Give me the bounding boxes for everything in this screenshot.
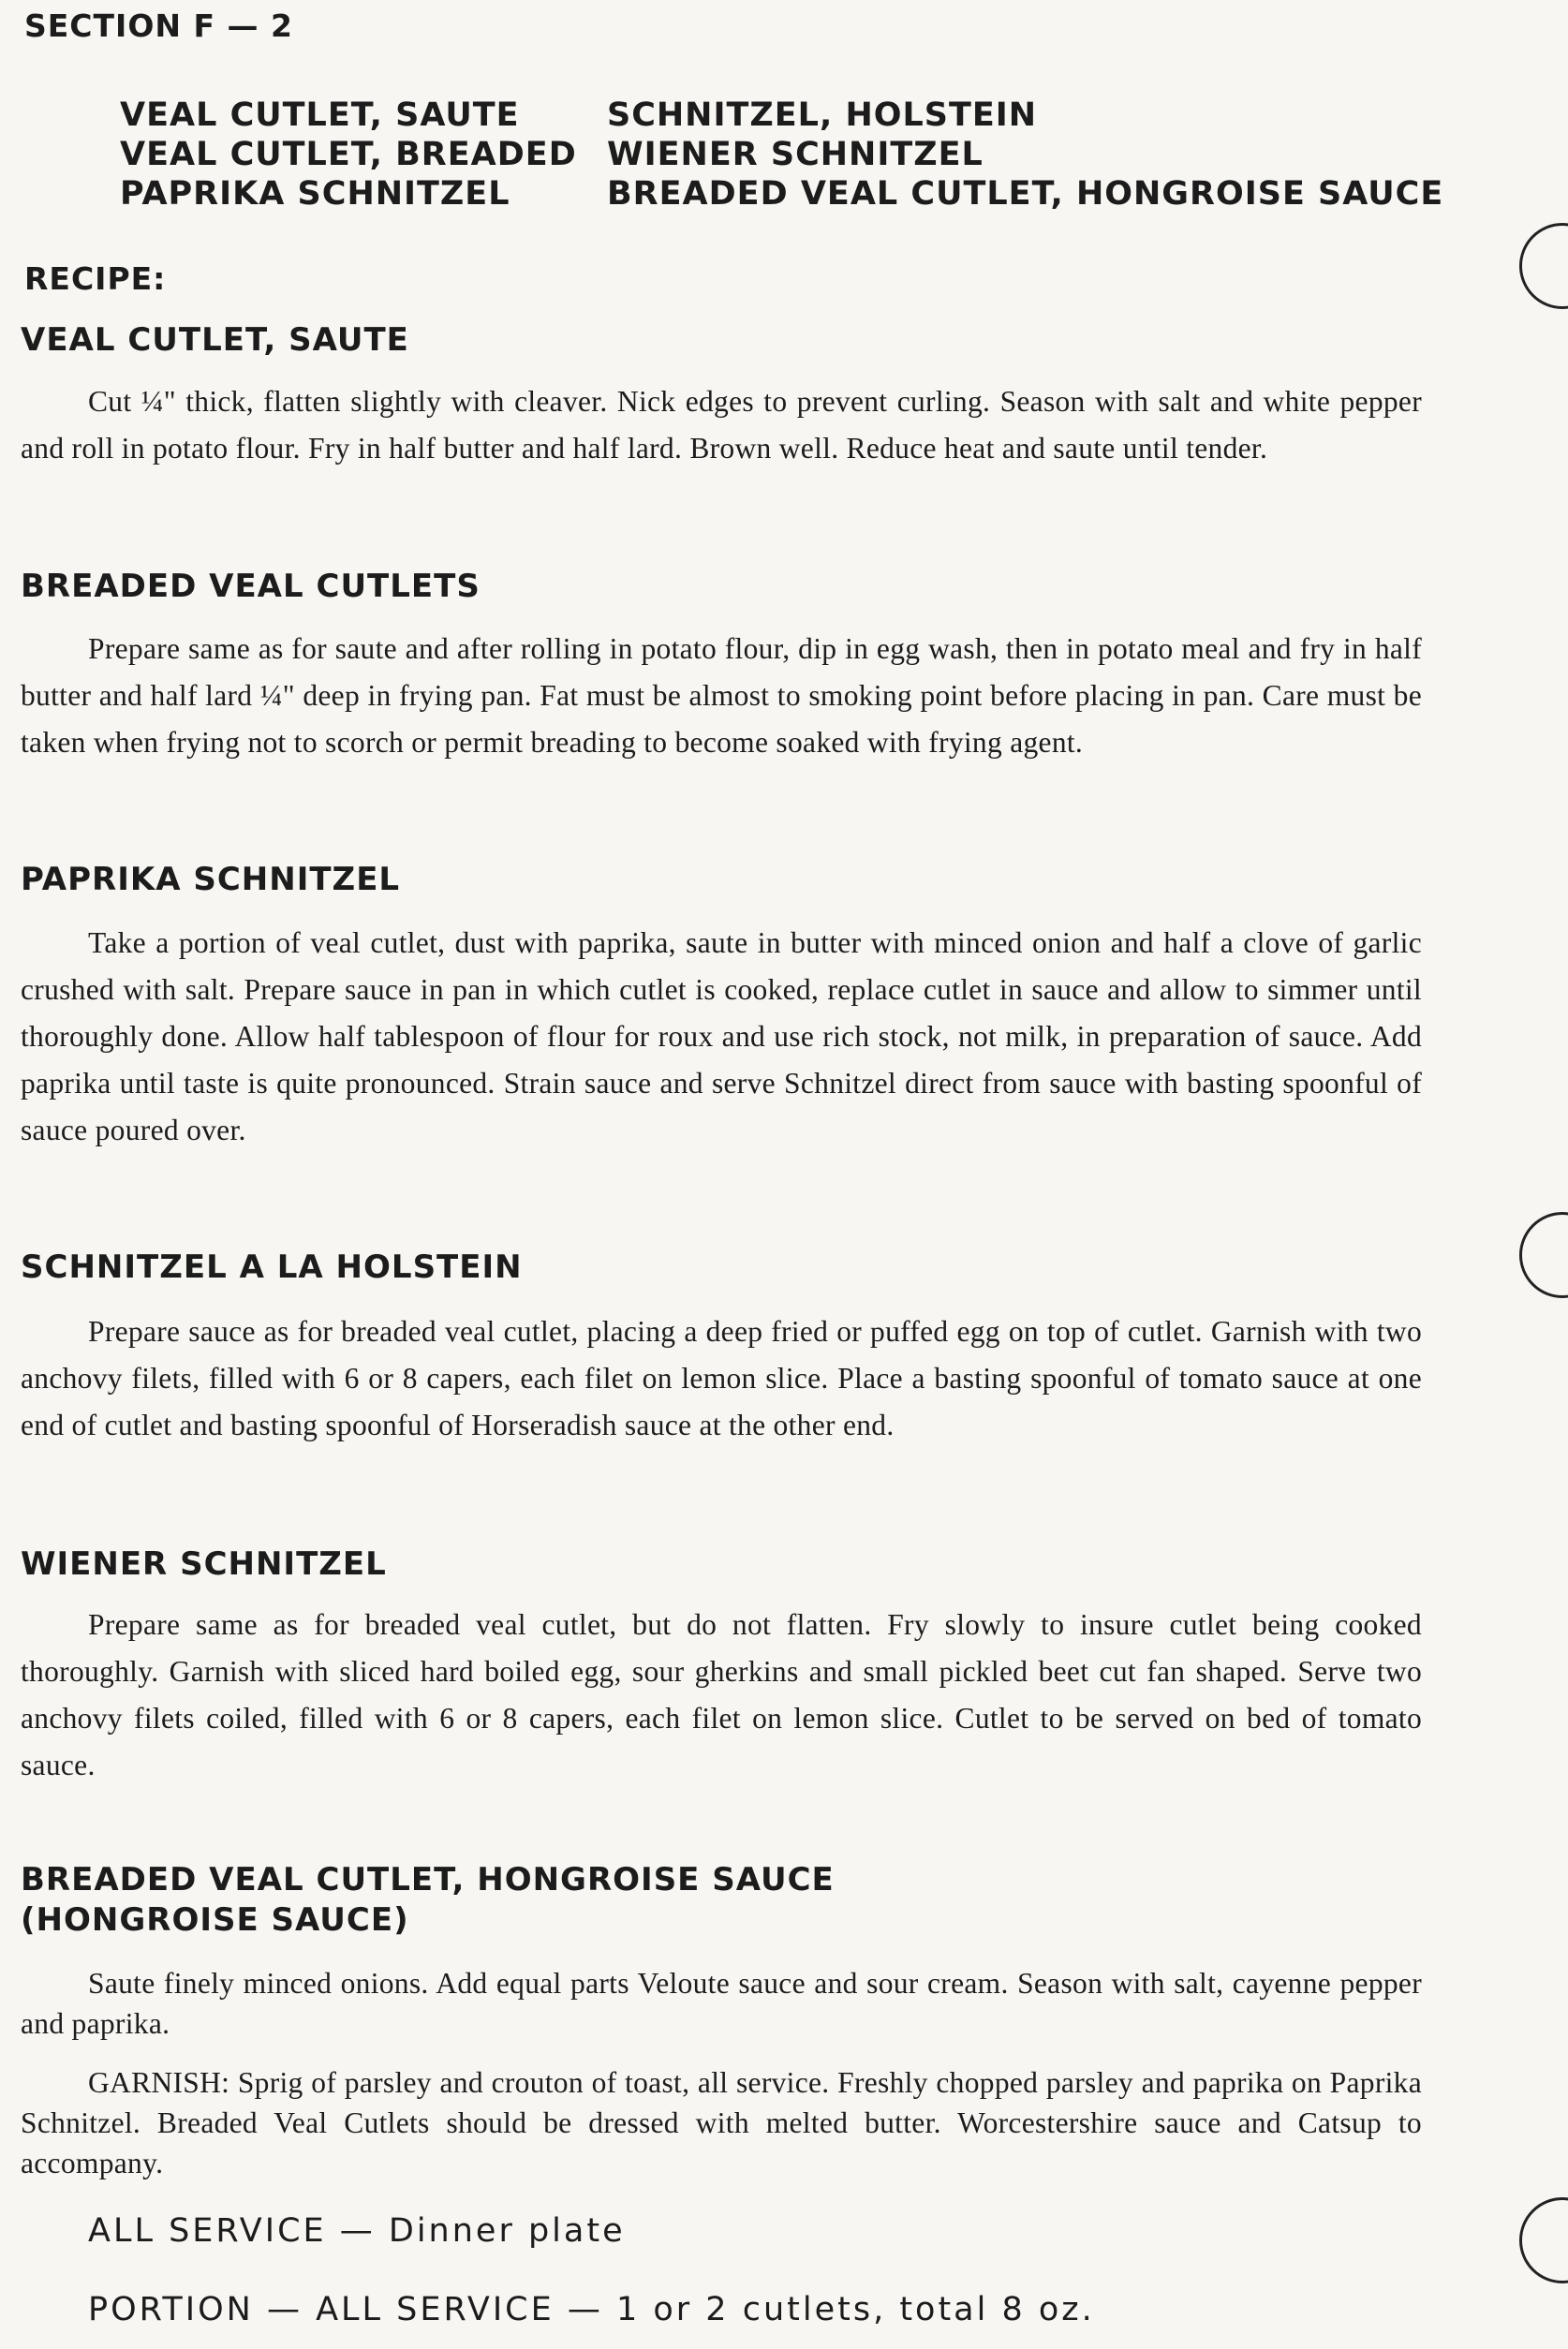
- toc-item: WIENER SCHNITZEL: [607, 136, 984, 173]
- recipe-heading-hongroise: BREADED VEAL CUTLET, HONGROISE SAUCE: [21, 1861, 835, 1898]
- portion-line: PORTION — ALL SERVICE — 1 or 2 cutlets, total 8 oz.: [88, 2291, 1095, 2328]
- toc-left-column: [120, 96, 577, 214]
- recipe-text-breaded-veal-cutlets: Prepare same as for saute and after rolling in potato flour, dip in egg wash, then in potato meal and fry in half butter and half lard ¼" deep in frying pan. Fat must be almost to smoking point before placing in pan. Care must be taken when frying not to scorch or permit breading to become soaked with frying agent.: [21, 632, 1422, 759]
- recipe-heading-breaded-veal-cutlets: BREADED VEAL CUTLETS: [21, 568, 481, 605]
- binder-hole: [1519, 2197, 1568, 2283]
- all-service-line: ALL SERVICE — Dinner plate: [88, 2212, 626, 2250]
- recipe-label: RECIPE:: [24, 260, 167, 297]
- garnish-text: GARNISH: Sprig of parsley and crouton of toast, all service. Freshly chopped parsley and paprika on Paprika Schnitzel. Breaded Veal Cutlets should be dressed with melted butter. Worcestershire sauce and Catsup to accompany.: [21, 2066, 1422, 2179]
- recipe-heading-veal-cutlet-saute: VEAL CUTLET, SAUTE: [21, 321, 409, 359]
- recipe-heading-wiener-schnitzel: WIENER SCHNITZEL: [21, 1545, 387, 1583]
- recipe-heading-paprika-schnitzel: PAPRIKA SCHNITZEL: [21, 861, 401, 898]
- binder-hole: [1519, 223, 1568, 309]
- recipe-subheading-hongroise: (HONGROISE SAUCE): [21, 1901, 409, 1939]
- recipe-text-wiener-schnitzel: Prepare same as for breaded veal cutlet, but do not flatten. Fry slowly to insure cutlet being cooked thoroughly. Garnish with sliced hard boiled egg, sour gherkins and small pickled beet cut fan shaped. Serve two anchovy filets coiled, filled with 6 or 8 capers, each filet on lemon slice. Cutlet to be served on bed of tomato sauce.: [21, 1608, 1422, 1781]
- recipe-text-paprika-schnitzel: Take a portion of veal cutlet, dust with paprika, saute in butter with minced onion and half a clove of garlic crushed with salt. Prepare sauce in pan in which cutlet is cooked, replace cutlet in sauce and allow to simmer until thoroughly done. Allow half tablespoon of flour for roux and use rich stock, not milk, in preparation of sauce. Add paprika until taste is quite pronounced. Strain sauce and serve Schnitzel direct from sauce with basting spoonful of sauce poured over.: [21, 926, 1422, 1146]
- toc-item: VEAL CUTLET, SAUTE: [120, 96, 520, 134]
- recipe-text-schnitzel-holstein: Prepare sauce as for breaded veal cutlet, placing a deep fried or puffed egg on top of cutlet. Garnish with two anchovy filets, filled with 6 or 8 capers, each filet on lemon slice. Place a basting spoonful of tomato sauce at one end of cutlet and basting spoonful of Horseradish sauce at the other end.: [21, 1315, 1422, 1441]
- toc-item: PAPRIKA SCHNITZEL: [120, 175, 510, 213]
- recipe-heading-schnitzel-holstein: SCHNITZEL A LA HOLSTEIN: [21, 1248, 523, 1286]
- recipe-text-hongroise: Saute finely minced onions. Add equal parts Veloute sauce and sour cream. Season with salt, cayenne pepper and paprika.: [21, 1967, 1422, 2040]
- toc-item: VEAL CUTLET, BREADED: [120, 136, 577, 173]
- toc-item: SCHNITZEL, HOLSTEIN: [607, 96, 1038, 134]
- toc-item: BREADED VEAL CUTLET, HONGROISE SAUCE: [607, 175, 1444, 213]
- recipe-text-veal-cutlet-saute: Cut ¼" thick, flatten slightly with cleaver. Nick edges to prevent curling. Season with salt and white pepper and roll in potato flour. Fry in half butter and half lard. Brown well. Reduce heat and saute until tender.: [21, 385, 1422, 465]
- binder-hole: [1519, 1212, 1568, 1298]
- toc-right-column: [607, 96, 1443, 214]
- section-label: SECTION F — 2: [24, 7, 293, 44]
